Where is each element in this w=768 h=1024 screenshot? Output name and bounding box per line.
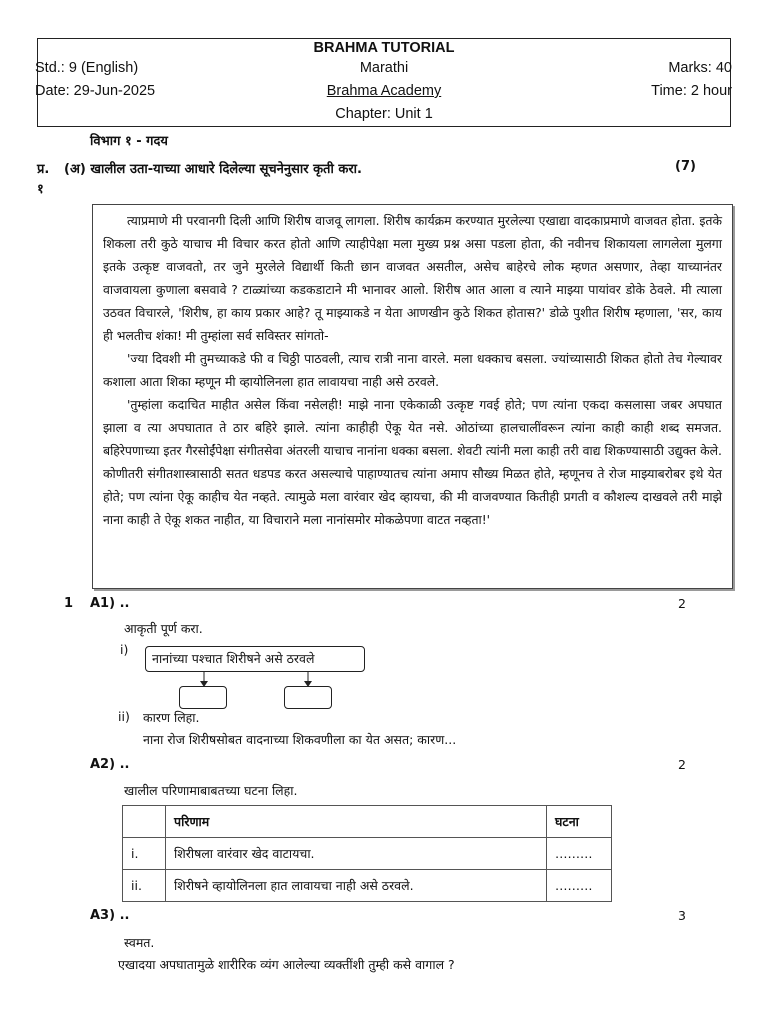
a3-label: A3) .. <box>90 908 130 923</box>
marks-label: Marks: 40 <box>668 60 732 76</box>
a3-question: एखादया अपघातामुळे शारीरिक व्यंग आलेल्या व्यक्तींशी तुम्ही कसे वागाल ? <box>118 957 455 972</box>
a2-marks: 2 <box>678 757 686 772</box>
section-title: विभाग १ - गदय <box>90 134 168 149</box>
answer-box-left[interactable] <box>179 686 227 709</box>
a2-instruction: खालील परिणामाबाबतच्या घटना लिहा. <box>124 783 298 798</box>
date-label: Date: 29-Jun-2025 <box>35 83 156 99</box>
header-row-1 <box>38 37 730 59</box>
passage-paragraph-3: 'तुम्हांला कदाचित माहीत असेल किंवा नसेलही! माझे नाना एकेकाळी उत्कृष्ट गवई होते; पण त्यांना एकदा कसलासा जबर अपघात झाला व त्या अपघातात ते ठार बहिरे झाले. त्यांना काहीही ऐकू येत नसे. ओठांच्या हालचालींवरून त्यांना काही काही शब्द समजत. बहिरेपणाच्या इतर गैरसोईंपेक्षा संगीतसेवा अंतरली याचाच नानांना धक्का बसला. शेवटी त्यांनी मला काही तरी वाद्य शिकण्यासाठी उद्युक्त केले. कोणीतरी संगीतशास्त्रासाठी सतत धडपड करत असल्याचे पाहाण्यातच त्यांना अमाप सौख्य मिळत होते, म्हणूनच ते रोज माझ्याबरोबर इथे येत होते; पण त्यांना ऐकू काहीच येत नव्हते. त्यामुळे मला वारंवार खेद व्हायचा, की मी वाजवण्यात कितीही प्रगती व कौशल्य दाखवले तरी माझे नाना काही ते ऐकू शकत नाहीत, या विचाराने मला नानांसमोर मोकळेपणा वाटत नव्हता!' <box>103 397 722 527</box>
a1-i-label: i) <box>120 642 129 657</box>
table-cell: ……… <box>547 870 612 902</box>
concept-arrows <box>140 670 380 690</box>
passage-box <box>92 204 733 589</box>
a1-label: A1) .. <box>90 596 130 611</box>
std-label: Std.: 9 (English) <box>35 60 139 76</box>
question-prefix: प्र. <box>37 162 50 177</box>
time-label: Time: 2 hour <box>651 83 732 99</box>
a3-instruction: स्वमत. <box>124 935 155 950</box>
table-cell: शिरीषला वारंवार खेद वाटायचा. <box>166 838 547 870</box>
table-cell: शिरीषने व्हायोलिनला हात लावायचा नाही असे ठरवले. <box>166 870 547 902</box>
passage-paragraph-2: 'ज्या दिवशी मी तुमच्याकडे फी व चिठ्ठी पाठवली, त्याच रात्री नाना वारले. मला धक्काच बसला. ज्यांच्यासाठी शिकत होतो तेच गेल्यावर कशाला आता शिका म्हणून मी व्हायोलिनला हात लावायचा नाही असे ठरवले. <box>103 351 722 389</box>
exam-header <box>37 38 731 127</box>
institute-name: BRAHMA TUTORIAL <box>313 40 455 56</box>
a1-instruction: आकृती पूर्ण करा. <box>124 621 203 636</box>
concept-main-box <box>145 646 365 672</box>
a1-ii-text: कारण लिहा. <box>143 710 200 725</box>
table-cell: i. <box>123 838 166 870</box>
a1-marks: 2 <box>678 596 686 611</box>
answer-box-right[interactable] <box>284 686 332 709</box>
question-text: (अ) खालील उता-याच्या आधारे दिलेल्या सूचनेनुसार कृती करा. <box>64 162 362 177</box>
academy-name: Brahma Academy <box>326 83 442 99</box>
table-header-row <box>123 806 612 838</box>
table-cell: ii. <box>123 870 166 902</box>
table-row <box>123 838 612 870</box>
table-header-cell: परिणाम <box>166 806 547 838</box>
concept-main-box-text: नानांच्या पश्चात शिरीषने असे ठरवले <box>152 651 315 666</box>
table-header-cell <box>123 806 166 838</box>
a1-ii-question: नाना रोज शिरीषसोबत वादनाच्या शिकवणीला का येत असत; कारण... <box>143 732 457 747</box>
table-header-cell: घटना <box>547 806 612 838</box>
table-row <box>123 870 612 902</box>
result-table <box>122 805 612 902</box>
subject-label: Marathi <box>359 60 409 76</box>
header-row-4 <box>38 103 730 125</box>
a2-label: A2) .. <box>90 757 130 772</box>
header-row-2 <box>35 57 732 79</box>
a1-question-number: 1 <box>64 596 74 611</box>
header-row-3 <box>35 80 732 102</box>
question-number: १ <box>37 182 44 197</box>
a1-ii-label: ii) <box>118 709 130 724</box>
passage-paragraph-1: त्याप्रमाणे मी परवानगी दिली आणि शिरीष वाजवू लागला. शिरीष कार्यक्रम करण्यात मुरलेल्या एखाद्या वादकाप्रमाणे वाजवत होता. इतके शिकला तरी कुठे याचाच मी विचार करत होतो आणि त्याहीपेक्षा मला मुख्य प्रश्न असा पडला होता, की नवीनच शिकायला लागलेला मुलगा इतके उत्कृष्ट वाजवतो, तर जुने मुरलेले विद्यार्थी किती छान वाजवत असतील, असेच बाहेरचे लोक म्हणत असणार, तेव्हा याच्यानंतर वाजवायला कुणाला बसवावे ? टाळ्यांच्या कडकडाटाने मी भानावर आलो. शिरीष आत आला व त्याने माझ्या पायांवर डोके ठेवले. मी त्याला उठवत विचारले, 'शिरीष, हा काय प्रकार आहे? तू माझ्याकडे न येता आणखीन कुठे शिकत होतास?' डोळे पुशीत शिरीष म्हणाला, 'सर, काय ही भलतीच शंका! मी तुम्हांला सर्व सविस्तर सांगतो- <box>103 213 722 343</box>
table-cell: ……… <box>547 838 612 870</box>
question-marks: (7) <box>675 159 696 174</box>
chapter-label: Chapter: Unit 1 <box>335 106 433 122</box>
a3-marks: 3 <box>678 908 686 923</box>
